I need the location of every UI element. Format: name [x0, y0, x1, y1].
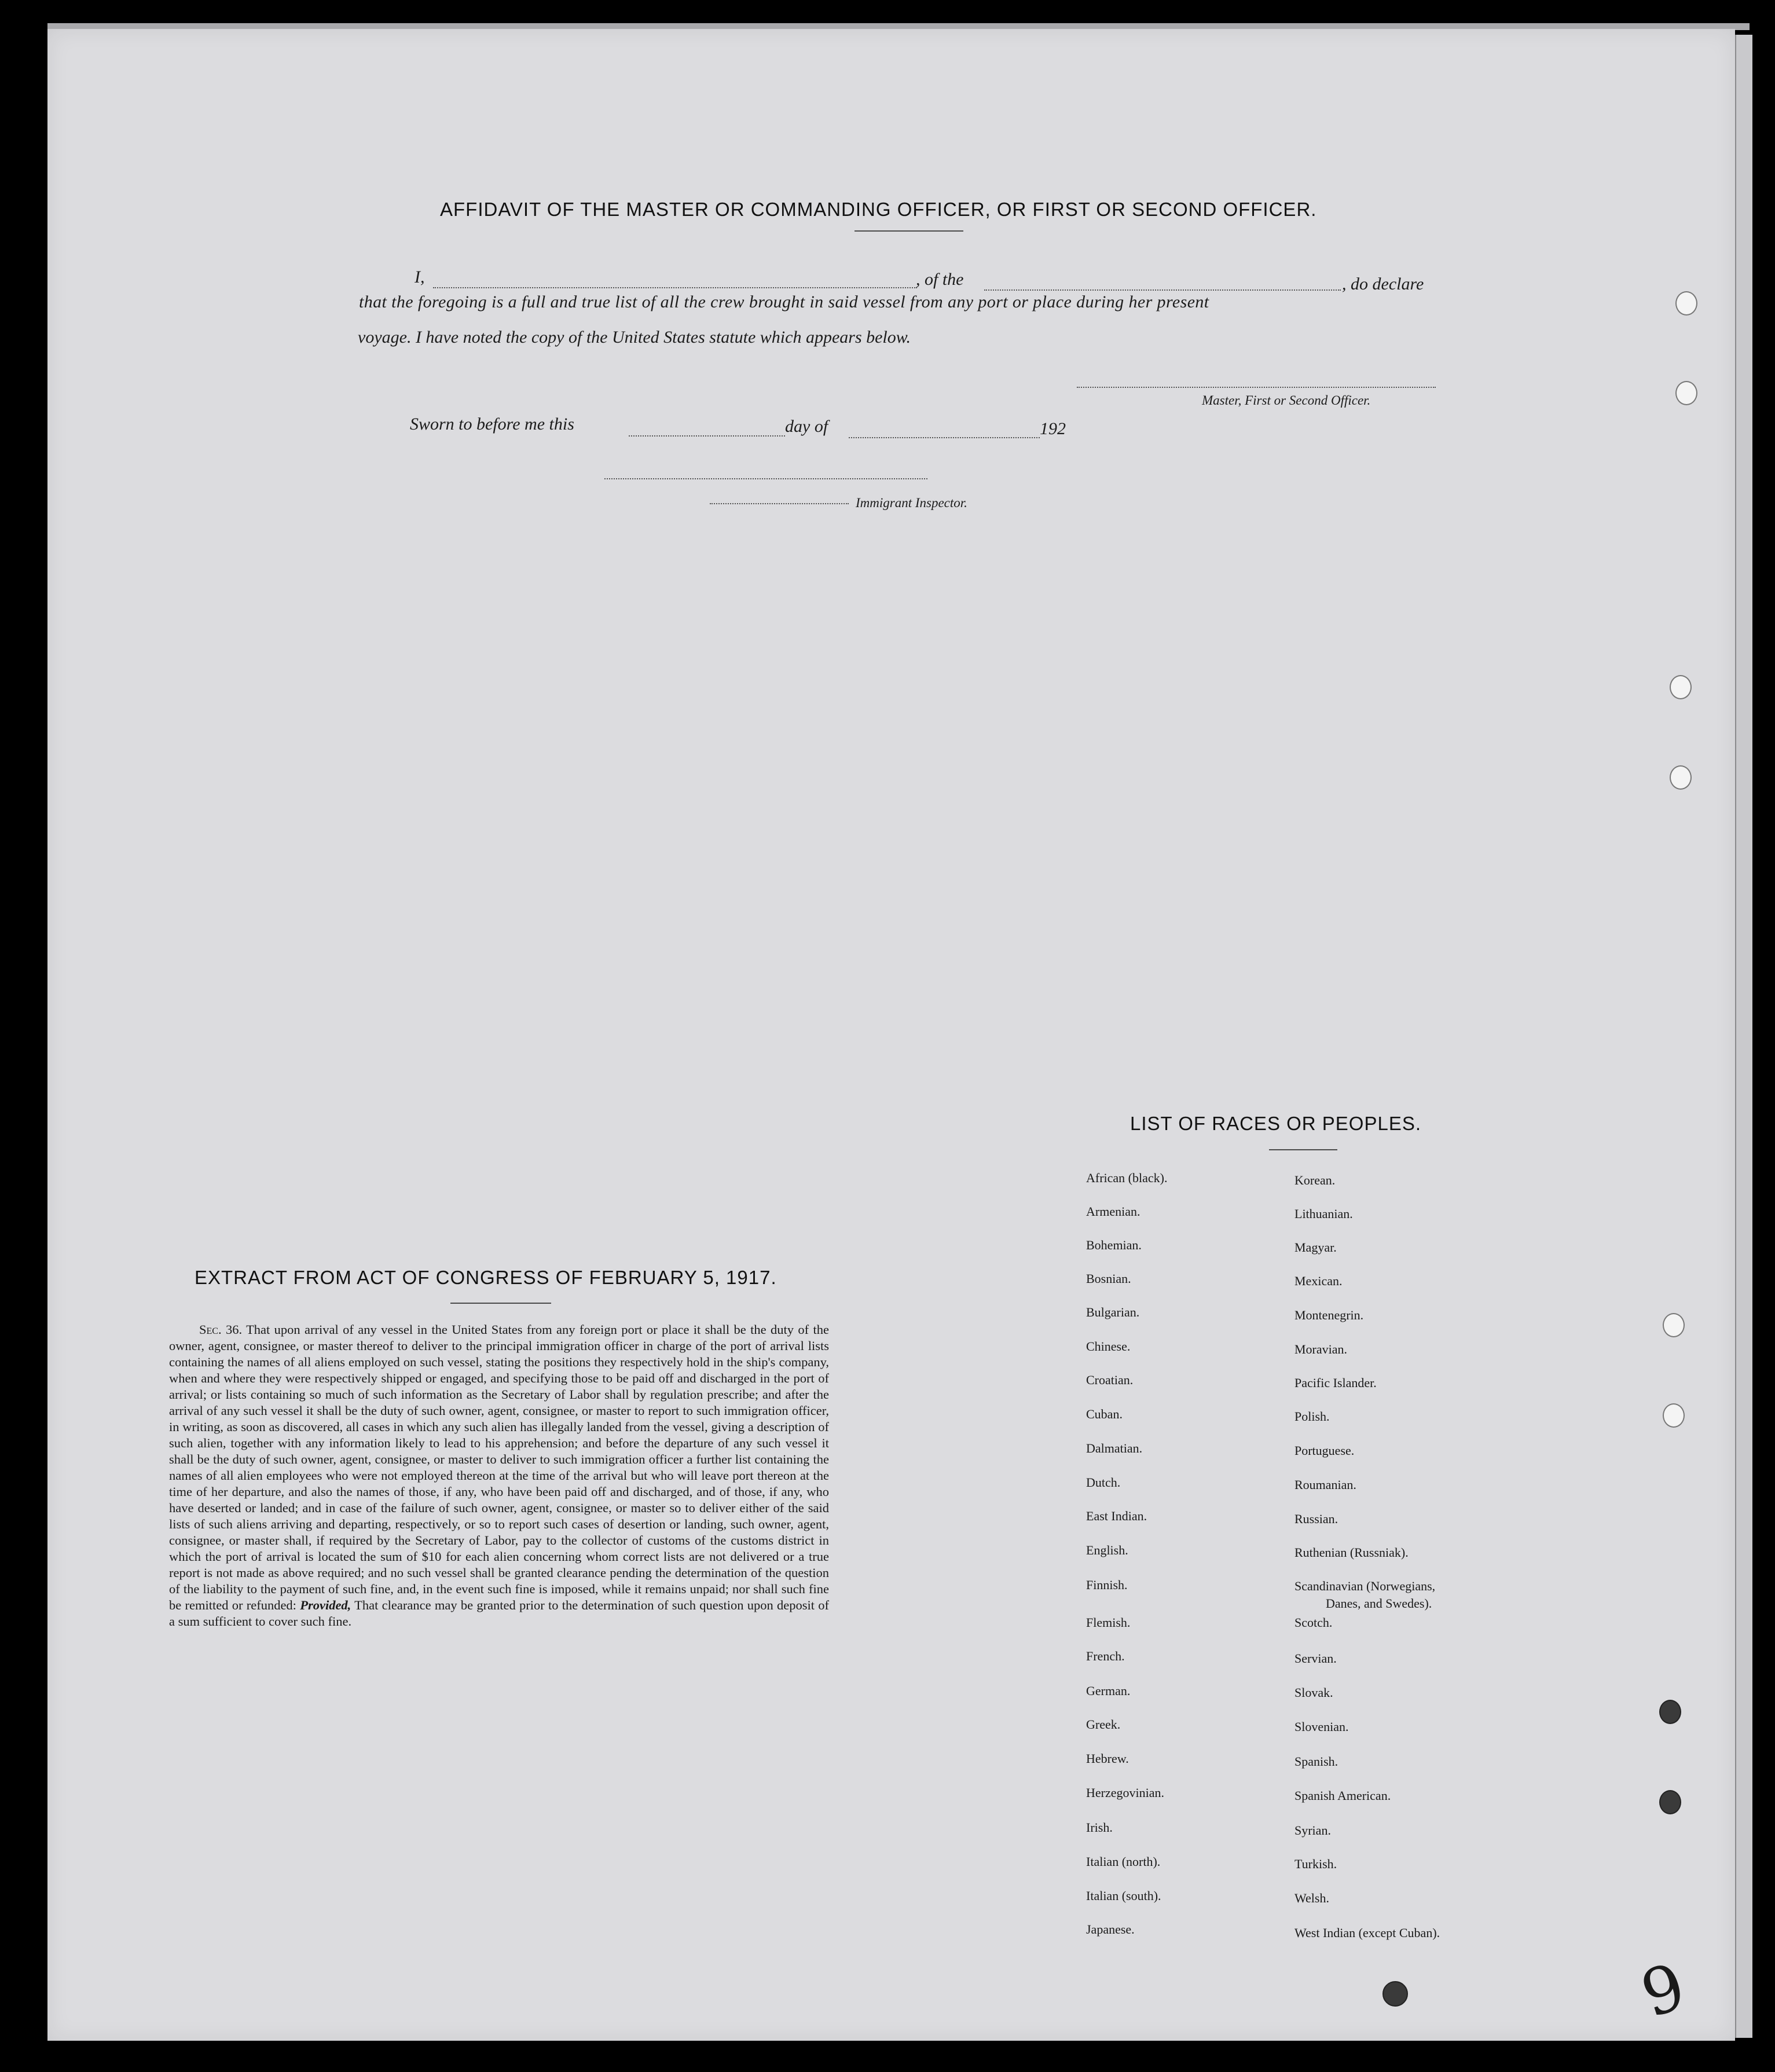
punch-hole: [1663, 1313, 1685, 1337]
punch-hole: [1659, 1700, 1681, 1724]
sheet-right-edge: [1735, 35, 1752, 2038]
race-item: African (black).: [1086, 1171, 1168, 1185]
race-item: Finnish.: [1086, 1578, 1128, 1592]
race-item: Russian.: [1294, 1512, 1338, 1526]
race-item: Italian (south).: [1086, 1888, 1161, 1903]
race-item: Irish.: [1086, 1820, 1113, 1835]
race-item: Scotch.: [1294, 1615, 1333, 1630]
races-title: LIST OF RACES OR PEOPLES.: [1130, 1113, 1422, 1134]
sworn-year: 192: [1040, 419, 1066, 438]
statute-end: That clearance may be granted prior to the determination of such question upon deposit of a sum sufficient to cover such fine.: [169, 1598, 830, 1629]
race-item: Servian.: [1294, 1651, 1337, 1666]
name-blank-line: [433, 287, 917, 288]
extract-title-underline: [450, 1303, 551, 1304]
race-item: Lithuanian.: [1294, 1206, 1353, 1221]
inspector-caption: Immigrant Inspector.: [856, 496, 967, 510]
punch-hole: [1675, 291, 1697, 316]
race-item: Bulgarian.: [1086, 1305, 1140, 1319]
vessel-blank-line: [984, 289, 1341, 291]
month-blank-line: [849, 437, 1040, 438]
ink-blot: [1382, 1981, 1408, 2007]
inspector-line-lower: [710, 503, 849, 504]
affidavit-line2: that the foregoing is a full and true list of all the crew brought in said vessel from any port or place during her present: [359, 292, 1209, 311]
race-item: West Indian (except Cuban).: [1294, 1926, 1440, 1940]
race-item: Danes, and Swedes).: [1326, 1596, 1432, 1611]
race-item: Polish.: [1294, 1409, 1330, 1424]
punch-hole: [1670, 675, 1692, 699]
race-item: Italian (north).: [1086, 1854, 1161, 1869]
extract-title: EXTRACT FROM ACT OF CONGRESS OF FEBRUARY 5, 1917.: [195, 1267, 777, 1288]
race-item: Scandinavian (Norwegians,: [1294, 1579, 1436, 1593]
race-item: Moravian.: [1294, 1342, 1348, 1356]
punch-hole: [1659, 1790, 1681, 1814]
punch-hole: [1663, 1403, 1685, 1428]
inspector-line-upper: [604, 478, 927, 479]
race-item: Dalmatian.: [1086, 1441, 1143, 1455]
race-item: Mexican.: [1294, 1274, 1343, 1288]
race-item: Spanish American.: [1294, 1788, 1391, 1803]
race-item: Portuguese.: [1294, 1443, 1355, 1458]
race-item: Chinese.: [1086, 1339, 1131, 1354]
day-blank-line: [629, 435, 785, 437]
title-underline: [855, 230, 963, 232]
race-item: Slovak.: [1294, 1685, 1333, 1700]
race-item: Ruthenian (Russniak).: [1294, 1545, 1409, 1560]
punch-hole: [1670, 765, 1692, 790]
affidavit-line1-pre: I,: [415, 267, 425, 287]
race-item: Flemish.: [1086, 1615, 1131, 1630]
statute-body: That upon arrival of any vessel in the United States from any foreign port or place it shall be the duty of the owner, agent, consignee, or master thereof to deliver to the principal immigration officer in charge of the port of arrival lists containing the names of all aliens employed on such vessel, stating the positions they respectively hold in the ship's company, when and where they were respectively shipped or engaged, and specifying those to be paid off and discharged in the port of arrival; or lists containing so much of such information as the Secretary of Labor shall by regulation prescribe; and after the arrival of any such vessel it shall be the duty of such owner, agent, consignee, or master to report to such immigration officer, in writing, as soon as discovered, all cases in which any such alien has illegally landed from the vessel, giving a description of such alien, together with any information likely to lead to his apprehension; and before the departure of any such vessel it shall be the duty of such owner, agent, consignee, or master to deliver to such immigration officer a further list containing the names of all alien employees who were not employed thereon at the time of the arrival but who will leave port thereon at the time of her departure, and also the names of those, if any, who have been paid off and discharged, and of those, if any, who have deserted or landed; and in case of the failure of such owner, agent, consignee, or master so to deliver either of the said lists of such aliens arriving and departing, respectively, or so to report such cases of desertion or landing, such owner, agent, consignee, or master shall, if required by the Secretary of Labor, pay to the collector of customs of the customs district in which the port of arrival is located the sum of $10 for each alien concerning whom correct lists are not delivered or a true report is not made as above required; and no such vessel shall be granted clearance pending the determination of the question of the liability to the payment of such fine, and, in the event such fine is imposed, while it remains unpaid; nor shall such fine be remitted or refunded:: [169, 1322, 829, 1612]
statute-text: [169, 1322, 829, 1630]
race-item: Turkish.: [1294, 1857, 1337, 1871]
race-item: East Indian.: [1086, 1509, 1147, 1523]
race-item: Korean.: [1294, 1173, 1336, 1187]
race-item: Greek.: [1086, 1717, 1121, 1732]
race-item: Cuban.: [1086, 1407, 1123, 1421]
race-item: Welsh.: [1294, 1891, 1329, 1905]
race-item: German.: [1086, 1684, 1131, 1698]
race-item: Bohemian.: [1086, 1238, 1142, 1252]
race-item: Croatian.: [1086, 1373, 1134, 1387]
race-item: Herzegovinian.: [1086, 1785, 1164, 1800]
race-item: French.: [1086, 1649, 1125, 1663]
sworn-text: Sworn to before me this: [410, 415, 574, 434]
affidavit-line3: voyage. I have noted the copy of the United States statute which appears below.: [358, 328, 911, 347]
affidavit-title: AFFIDAVIT OF THE MASTER OR COMMANDING OFFICER, OR FIRST OR SECOND OFFICER.: [440, 199, 1317, 220]
race-item: Hebrew.: [1086, 1751, 1129, 1766]
race-item: Slovenian.: [1294, 1719, 1349, 1734]
race-item: Magyar.: [1294, 1240, 1337, 1255]
signature-caption: Master, First or Second Officer.: [1202, 393, 1371, 408]
race-item: Armenian.: [1086, 1204, 1140, 1219]
race-item: Pacific Islander.: [1294, 1376, 1377, 1390]
affidavit-line1-mid: , of the: [916, 270, 964, 289]
section-label: Sec. 36.: [199, 1322, 243, 1337]
race-item: English.: [1086, 1543, 1128, 1557]
race-item: Japanese.: [1086, 1922, 1135, 1937]
page-number: 9: [1632, 1949, 1695, 2032]
affidavit-line1-post: , do declare: [1342, 274, 1424, 294]
race-item: Dutch.: [1086, 1475, 1121, 1490]
race-item: Syrian.: [1294, 1823, 1331, 1838]
race-item: Bosnian.: [1086, 1271, 1131, 1286]
punch-hole: [1675, 381, 1697, 405]
race-item: Spanish.: [1294, 1754, 1338, 1769]
signature-line: [1077, 387, 1436, 388]
races-title-underline: [1269, 1149, 1337, 1150]
race-item: Roumanian.: [1294, 1477, 1356, 1492]
race-item: Montenegrin.: [1294, 1308, 1364, 1322]
provided-word: Provided,: [300, 1598, 351, 1612]
sworn-day-of: day of: [785, 417, 828, 436]
